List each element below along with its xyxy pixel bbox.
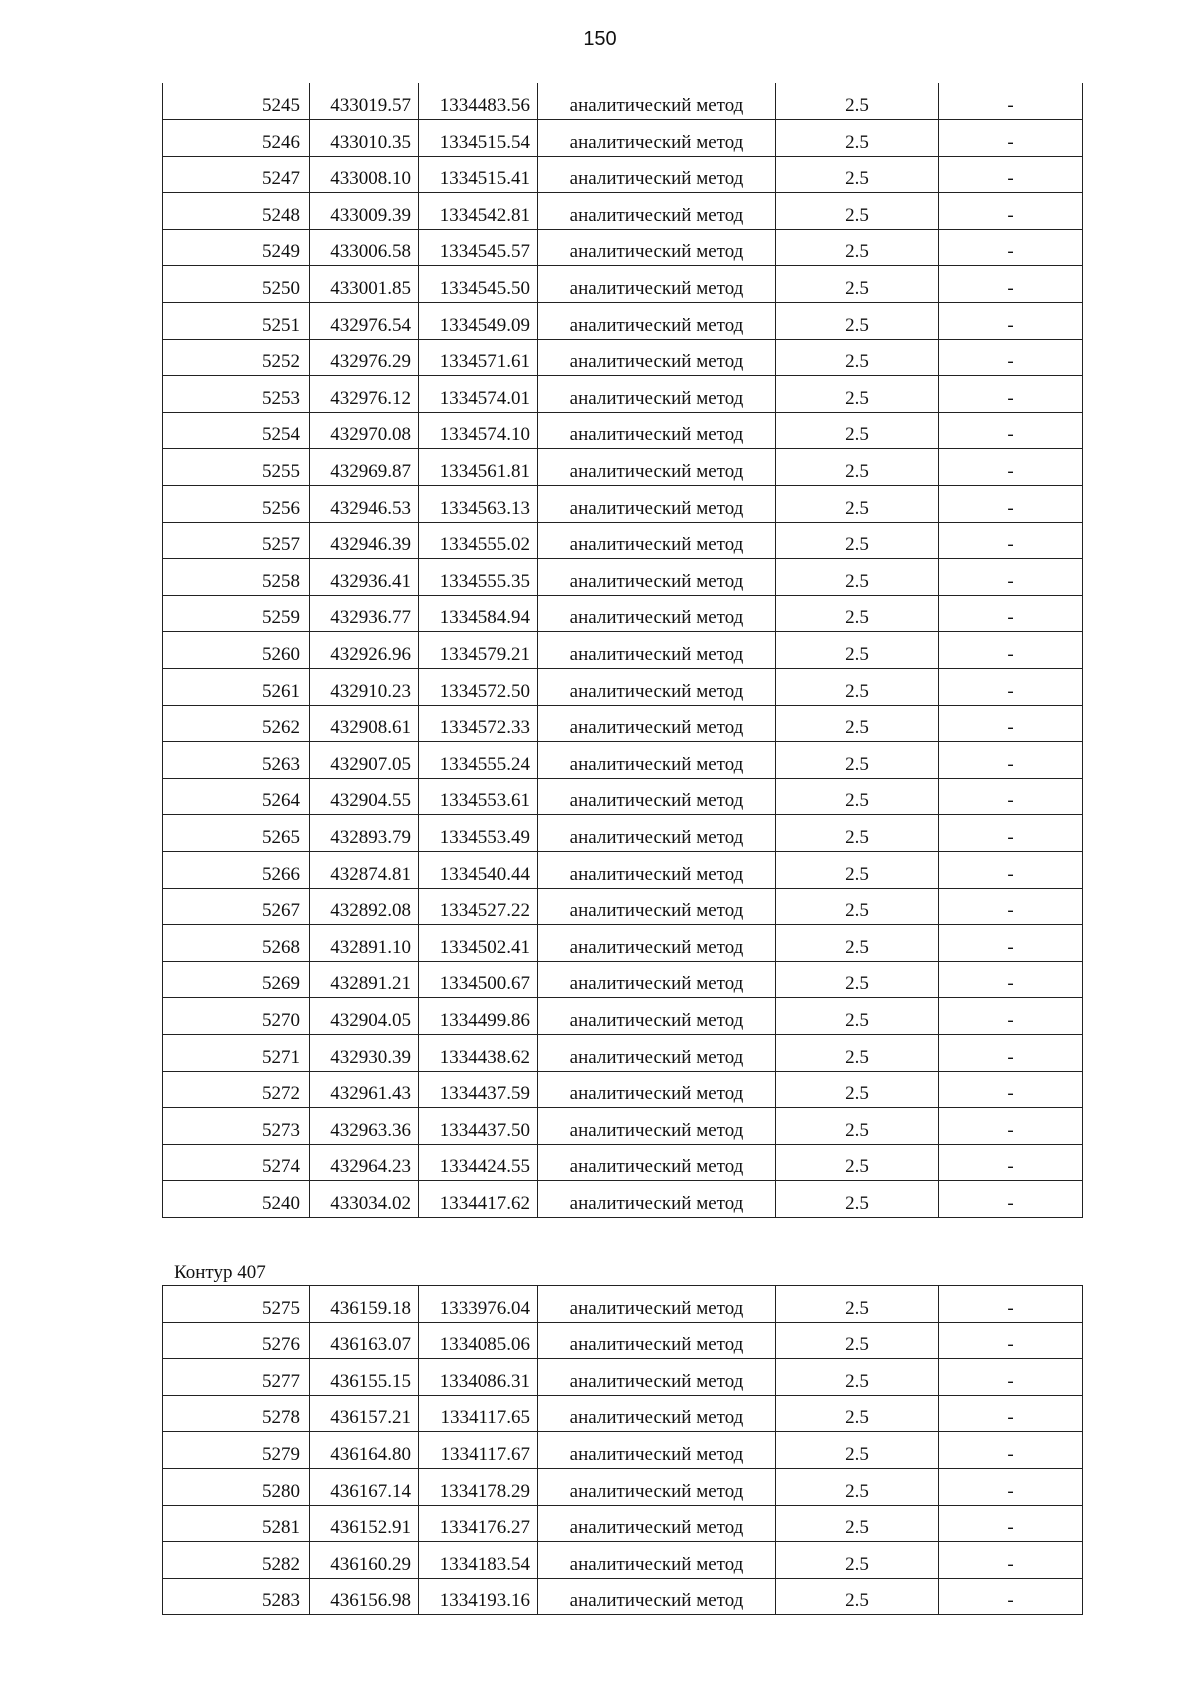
description-cell: - <box>939 412 1083 449</box>
x-coordinate-cell: 432926.96 <box>310 632 419 669</box>
y-coordinate-cell: 1334574.10 <box>419 412 538 449</box>
description-cell: - <box>939 1034 1083 1071</box>
description-cell: - <box>939 705 1083 742</box>
precision-cell: 2.5 <box>776 851 939 888</box>
precision-cell: 2.5 <box>776 961 939 998</box>
description-cell: - <box>939 815 1083 852</box>
precision-cell: 2.5 <box>776 1144 939 1181</box>
table-row <box>163 156 1083 193</box>
y-coordinate-cell: 1334502.41 <box>419 925 538 962</box>
table-row <box>163 1181 1083 1218</box>
y-coordinate-cell: 1334437.59 <box>419 1071 538 1108</box>
table-row <box>163 522 1083 559</box>
point-number-cell: 5261 <box>163 669 310 706</box>
y-coordinate-cell: 1334545.57 <box>419 229 538 266</box>
x-coordinate-cell: 432908.61 <box>310 705 419 742</box>
y-coordinate-cell: 1334561.81 <box>419 449 538 486</box>
x-coordinate-cell: 432969.87 <box>310 449 419 486</box>
precision-cell: 2.5 <box>776 1505 939 1542</box>
method-cell: аналитический метод <box>538 778 776 815</box>
point-number-cell: 5250 <box>163 266 310 303</box>
description-cell: - <box>939 1144 1083 1181</box>
precision-cell: 2.5 <box>776 1181 939 1218</box>
table-row <box>163 595 1083 632</box>
description-cell: - <box>939 1181 1083 1218</box>
precision-cell: 2.5 <box>776 888 939 925</box>
method-cell: аналитический метод <box>538 1505 776 1542</box>
precision-cell: 2.5 <box>776 705 939 742</box>
x-coordinate-cell: 432910.23 <box>310 669 419 706</box>
method-cell: аналитический метод <box>538 303 776 340</box>
precision-cell: 2.5 <box>776 193 939 230</box>
method-cell: аналитический метод <box>538 376 776 413</box>
point-number-cell: 5269 <box>163 961 310 998</box>
point-number-cell: 5274 <box>163 1144 310 1181</box>
y-coordinate-cell: 1334527.22 <box>419 888 538 925</box>
precision-cell: 2.5 <box>776 376 939 413</box>
point-number-cell: 5268 <box>163 925 310 962</box>
precision-cell: 2.5 <box>776 83 939 120</box>
table-row <box>163 1432 1083 1469</box>
precision-cell: 2.5 <box>776 1034 939 1071</box>
x-coordinate-cell: 432891.21 <box>310 961 419 998</box>
table-row <box>163 815 1083 852</box>
method-cell: аналитический метод <box>538 925 776 962</box>
point-number-cell: 5256 <box>163 486 310 523</box>
method-cell: аналитический метод <box>538 486 776 523</box>
y-coordinate-cell: 1334572.50 <box>419 669 538 706</box>
table-row <box>163 193 1083 230</box>
point-number-cell: 5275 <box>163 1286 310 1323</box>
contour-title: Контур 407 <box>174 1262 266 1283</box>
y-coordinate-cell: 1334563.13 <box>419 486 538 523</box>
precision-cell: 2.5 <box>776 412 939 449</box>
x-coordinate-cell: 433001.85 <box>310 266 419 303</box>
y-coordinate-cell: 1334176.27 <box>419 1505 538 1542</box>
x-coordinate-cell: 433010.35 <box>310 120 419 157</box>
table-row <box>163 925 1083 962</box>
y-coordinate-cell: 1334549.09 <box>419 303 538 340</box>
method-cell: аналитический метод <box>538 669 776 706</box>
point-number-cell: 5248 <box>163 193 310 230</box>
point-number-cell: 5272 <box>163 1071 310 1108</box>
precision-cell: 2.5 <box>776 998 939 1035</box>
precision-cell: 2.5 <box>776 1286 939 1323</box>
x-coordinate-cell: 432970.08 <box>310 412 419 449</box>
description-cell: - <box>939 193 1083 230</box>
y-coordinate-cell: 1334117.67 <box>419 1432 538 1469</box>
method-cell: аналитический метод <box>538 1322 776 1359</box>
x-coordinate-cell: 436155.15 <box>310 1359 419 1396</box>
x-coordinate-cell: 436167.14 <box>310 1468 419 1505</box>
x-coordinate-cell: 432904.55 <box>310 778 419 815</box>
precision-cell: 2.5 <box>776 669 939 706</box>
y-coordinate-cell: 1334417.62 <box>419 1181 538 1218</box>
precision-cell: 2.5 <box>776 1468 939 1505</box>
method-cell: аналитический метод <box>538 1144 776 1181</box>
point-number-cell: 5258 <box>163 559 310 596</box>
point-number-cell: 5276 <box>163 1322 310 1359</box>
precision-cell: 2.5 <box>776 1395 939 1432</box>
x-coordinate-cell: 432904.05 <box>310 998 419 1035</box>
x-coordinate-cell: 432976.29 <box>310 339 419 376</box>
description-cell: - <box>939 1468 1083 1505</box>
x-coordinate-cell: 436152.91 <box>310 1505 419 1542</box>
table-row <box>163 339 1083 376</box>
point-number-cell: 5281 <box>163 1505 310 1542</box>
method-cell: аналитический метод <box>538 156 776 193</box>
description-cell: - <box>939 120 1083 157</box>
point-number-cell: 5279 <box>163 1432 310 1469</box>
table-row <box>163 961 1083 998</box>
table-row <box>163 1286 1083 1323</box>
y-coordinate-cell: 1334545.50 <box>419 266 538 303</box>
y-coordinate-cell: 1334193.16 <box>419 1578 538 1615</box>
method-cell: аналитический метод <box>538 888 776 925</box>
point-number-cell: 5282 <box>163 1542 310 1579</box>
y-coordinate-cell: 1334438.62 <box>419 1034 538 1071</box>
description-cell: - <box>939 1578 1083 1615</box>
precision-cell: 2.5 <box>776 120 939 157</box>
method-cell: аналитический метод <box>538 998 776 1035</box>
x-coordinate-cell: 432893.79 <box>310 815 419 852</box>
method-cell: аналитический метод <box>538 1071 776 1108</box>
precision-cell: 2.5 <box>776 522 939 559</box>
x-coordinate-cell: 436157.21 <box>310 1395 419 1432</box>
y-coordinate-cell: 1334579.21 <box>419 632 538 669</box>
y-coordinate-cell: 1334424.55 <box>419 1144 538 1181</box>
description-cell: - <box>939 559 1083 596</box>
precision-cell: 2.5 <box>776 1578 939 1615</box>
x-coordinate-cell: 432936.77 <box>310 595 419 632</box>
method-cell: аналитический метод <box>538 339 776 376</box>
table-row <box>163 120 1083 157</box>
precision-cell: 2.5 <box>776 303 939 340</box>
method-cell: аналитический метод <box>538 595 776 632</box>
x-coordinate-cell: 432964.23 <box>310 1144 419 1181</box>
table-row <box>163 1505 1083 1542</box>
description-cell: - <box>939 376 1083 413</box>
point-number-cell: 5246 <box>163 120 310 157</box>
table-row <box>163 303 1083 340</box>
precision-cell: 2.5 <box>776 486 939 523</box>
y-coordinate-cell: 1334515.54 <box>419 120 538 157</box>
table-row <box>163 742 1083 779</box>
precision-cell: 2.5 <box>776 229 939 266</box>
point-number-cell: 5255 <box>163 449 310 486</box>
coordinates-table-contour-407 <box>162 1285 1083 1615</box>
x-coordinate-cell: 436164.80 <box>310 1432 419 1469</box>
description-cell: - <box>939 266 1083 303</box>
x-coordinate-cell: 432946.53 <box>310 486 419 523</box>
y-coordinate-cell: 1334555.24 <box>419 742 538 779</box>
precision-cell: 2.5 <box>776 1322 939 1359</box>
description-cell: - <box>939 1108 1083 1145</box>
x-coordinate-cell: 436163.07 <box>310 1322 419 1359</box>
method-cell: аналитический метод <box>538 742 776 779</box>
table-row <box>163 486 1083 523</box>
description-cell: - <box>939 595 1083 632</box>
point-number-cell: 5280 <box>163 1468 310 1505</box>
precision-cell: 2.5 <box>776 778 939 815</box>
table-row <box>163 705 1083 742</box>
description-cell: - <box>939 888 1083 925</box>
point-number-cell: 5266 <box>163 851 310 888</box>
x-coordinate-cell: 432936.41 <box>310 559 419 596</box>
method-cell: аналитический метод <box>538 1286 776 1323</box>
description-cell: - <box>939 961 1083 998</box>
method-cell: аналитический метод <box>538 1578 776 1615</box>
method-cell: аналитический метод <box>538 815 776 852</box>
y-coordinate-cell: 1334499.86 <box>419 998 538 1035</box>
point-number-cell: 5264 <box>163 778 310 815</box>
y-coordinate-cell: 1334500.67 <box>419 961 538 998</box>
precision-cell: 2.5 <box>776 1432 939 1469</box>
precision-cell: 2.5 <box>776 339 939 376</box>
description-cell: - <box>939 778 1083 815</box>
table-row <box>163 1468 1083 1505</box>
y-coordinate-cell: 1334437.50 <box>419 1108 538 1145</box>
y-coordinate-cell: 1334483.56 <box>419 83 538 120</box>
precision-cell: 2.5 <box>776 266 939 303</box>
x-coordinate-cell: 436159.18 <box>310 1286 419 1323</box>
x-coordinate-cell: 433006.58 <box>310 229 419 266</box>
x-coordinate-cell: 433009.39 <box>310 193 419 230</box>
description-cell: - <box>939 742 1083 779</box>
point-number-cell: 5252 <box>163 339 310 376</box>
y-coordinate-cell: 1334574.01 <box>419 376 538 413</box>
y-coordinate-cell: 1334571.61 <box>419 339 538 376</box>
method-cell: аналитический метод <box>538 412 776 449</box>
point-number-cell: 5262 <box>163 705 310 742</box>
description-cell: - <box>939 303 1083 340</box>
point-number-cell: 5245 <box>163 83 310 120</box>
description-cell: - <box>939 1432 1083 1469</box>
description-cell: - <box>939 1395 1083 1432</box>
y-coordinate-cell: 1334183.54 <box>419 1542 538 1579</box>
method-cell: аналитический метод <box>538 705 776 742</box>
description-cell: - <box>939 1286 1083 1323</box>
method-cell: аналитический метод <box>538 266 776 303</box>
precision-cell: 2.5 <box>776 1108 939 1145</box>
description-cell: - <box>939 669 1083 706</box>
x-coordinate-cell: 436156.98 <box>310 1578 419 1615</box>
method-cell: аналитический метод <box>538 1181 776 1218</box>
table-body <box>163 83 1083 1217</box>
table-row <box>163 851 1083 888</box>
description-cell: - <box>939 1505 1083 1542</box>
point-number-cell: 5249 <box>163 229 310 266</box>
method-cell: аналитический метод <box>538 851 776 888</box>
x-coordinate-cell: 432963.36 <box>310 1108 419 1145</box>
description-cell: - <box>939 522 1083 559</box>
table-row <box>163 778 1083 815</box>
y-coordinate-cell: 1334584.94 <box>419 595 538 632</box>
point-number-cell: 5247 <box>163 156 310 193</box>
method-cell: аналитический метод <box>538 632 776 669</box>
x-coordinate-cell: 432892.08 <box>310 888 419 925</box>
point-number-cell: 5263 <box>163 742 310 779</box>
table-row <box>163 412 1083 449</box>
description-cell: - <box>939 632 1083 669</box>
method-cell: аналитический метод <box>538 559 776 596</box>
table-body <box>163 1286 1083 1615</box>
y-coordinate-cell: 1334085.06 <box>419 1322 538 1359</box>
coordinates-table-continued <box>162 83 1083 1218</box>
description-cell: - <box>939 1071 1083 1108</box>
precision-cell: 2.5 <box>776 742 939 779</box>
precision-cell: 2.5 <box>776 1071 939 1108</box>
table-row <box>163 1071 1083 1108</box>
table-row <box>163 1144 1083 1181</box>
point-number-cell: 5265 <box>163 815 310 852</box>
precision-cell: 2.5 <box>776 156 939 193</box>
x-coordinate-cell: 432907.05 <box>310 742 419 779</box>
method-cell: аналитический метод <box>538 229 776 266</box>
x-coordinate-cell: 433019.57 <box>310 83 419 120</box>
description-cell: - <box>939 925 1083 962</box>
x-coordinate-cell: 432976.54 <box>310 303 419 340</box>
y-coordinate-cell: 1334553.61 <box>419 778 538 815</box>
x-coordinate-cell: 432930.39 <box>310 1034 419 1071</box>
point-number-cell: 5253 <box>163 376 310 413</box>
description-cell: - <box>939 229 1083 266</box>
table-row <box>163 1108 1083 1145</box>
point-number-cell: 5259 <box>163 595 310 632</box>
description-cell: - <box>939 339 1083 376</box>
y-coordinate-cell: 1334555.02 <box>419 522 538 559</box>
y-coordinate-cell: 1334178.29 <box>419 1468 538 1505</box>
x-coordinate-cell: 432976.12 <box>310 376 419 413</box>
description-cell: - <box>939 1359 1083 1396</box>
table-row <box>163 669 1083 706</box>
table-row <box>163 266 1083 303</box>
table-row <box>163 449 1083 486</box>
table-row <box>163 1359 1083 1396</box>
y-coordinate-cell: 1334086.31 <box>419 1359 538 1396</box>
description-cell: - <box>939 1542 1083 1579</box>
y-coordinate-cell: 1334555.35 <box>419 559 538 596</box>
point-number-cell: 5270 <box>163 998 310 1035</box>
table-row <box>163 376 1083 413</box>
precision-cell: 2.5 <box>776 815 939 852</box>
method-cell: аналитический метод <box>538 1359 776 1396</box>
precision-cell: 2.5 <box>776 1359 939 1396</box>
table-row <box>163 888 1083 925</box>
page-number: 150 <box>583 28 617 50</box>
point-number-cell: 5254 <box>163 412 310 449</box>
method-cell: аналитический метод <box>538 1432 776 1469</box>
description-cell: - <box>939 156 1083 193</box>
point-number-cell: 5257 <box>163 522 310 559</box>
method-cell: аналитический метод <box>538 1542 776 1579</box>
point-number-cell: 5273 <box>163 1108 310 1145</box>
table-row <box>163 1322 1083 1359</box>
method-cell: аналитический метод <box>538 1108 776 1145</box>
point-number-cell: 5260 <box>163 632 310 669</box>
method-cell: аналитический метод <box>538 449 776 486</box>
point-number-cell: 5277 <box>163 1359 310 1396</box>
point-number-cell: 5278 <box>163 1395 310 1432</box>
y-coordinate-cell: 1334540.44 <box>419 851 538 888</box>
x-coordinate-cell: 432961.43 <box>310 1071 419 1108</box>
table-row <box>163 559 1083 596</box>
precision-cell: 2.5 <box>776 595 939 632</box>
table-row <box>163 998 1083 1035</box>
x-coordinate-cell: 433008.10 <box>310 156 419 193</box>
x-coordinate-cell: 433034.02 <box>310 1181 419 1218</box>
y-coordinate-cell: 1334117.65 <box>419 1395 538 1432</box>
method-cell: аналитический метод <box>538 1468 776 1505</box>
description-cell: - <box>939 486 1083 523</box>
y-coordinate-cell: 1334515.41 <box>419 156 538 193</box>
x-coordinate-cell: 436160.29 <box>310 1542 419 1579</box>
method-cell: аналитический метод <box>538 83 776 120</box>
method-cell: аналитический метод <box>538 120 776 157</box>
point-number-cell: 5240 <box>163 1181 310 1218</box>
description-cell: - <box>939 851 1083 888</box>
x-coordinate-cell: 432891.10 <box>310 925 419 962</box>
precision-cell: 2.5 <box>776 925 939 962</box>
x-coordinate-cell: 432946.39 <box>310 522 419 559</box>
point-number-cell: 5283 <box>163 1578 310 1615</box>
description-cell: - <box>939 1322 1083 1359</box>
method-cell: аналитический метод <box>538 193 776 230</box>
table-row <box>163 1542 1083 1579</box>
y-coordinate-cell: 1334572.33 <box>419 705 538 742</box>
description-cell: - <box>939 83 1083 120</box>
method-cell: аналитический метод <box>538 1034 776 1071</box>
description-cell: - <box>939 998 1083 1035</box>
method-cell: аналитический метод <box>538 522 776 559</box>
table-row <box>163 83 1083 120</box>
point-number-cell: 5267 <box>163 888 310 925</box>
y-coordinate-cell: 1334553.49 <box>419 815 538 852</box>
method-cell: аналитический метод <box>538 1395 776 1432</box>
method-cell: аналитический метод <box>538 961 776 998</box>
y-coordinate-cell: 1334542.81 <box>419 193 538 230</box>
table-row <box>163 229 1083 266</box>
point-number-cell: 5251 <box>163 303 310 340</box>
precision-cell: 2.5 <box>776 559 939 596</box>
x-coordinate-cell: 432874.81 <box>310 851 419 888</box>
table-row <box>163 1395 1083 1432</box>
description-cell: - <box>939 449 1083 486</box>
table-row <box>163 632 1083 669</box>
precision-cell: 2.5 <box>776 1542 939 1579</box>
y-coordinate-cell: 1333976.04 <box>419 1286 538 1323</box>
table-row <box>163 1034 1083 1071</box>
precision-cell: 2.5 <box>776 449 939 486</box>
table-row <box>163 1578 1083 1615</box>
precision-cell: 2.5 <box>776 632 939 669</box>
point-number-cell: 5271 <box>163 1034 310 1071</box>
